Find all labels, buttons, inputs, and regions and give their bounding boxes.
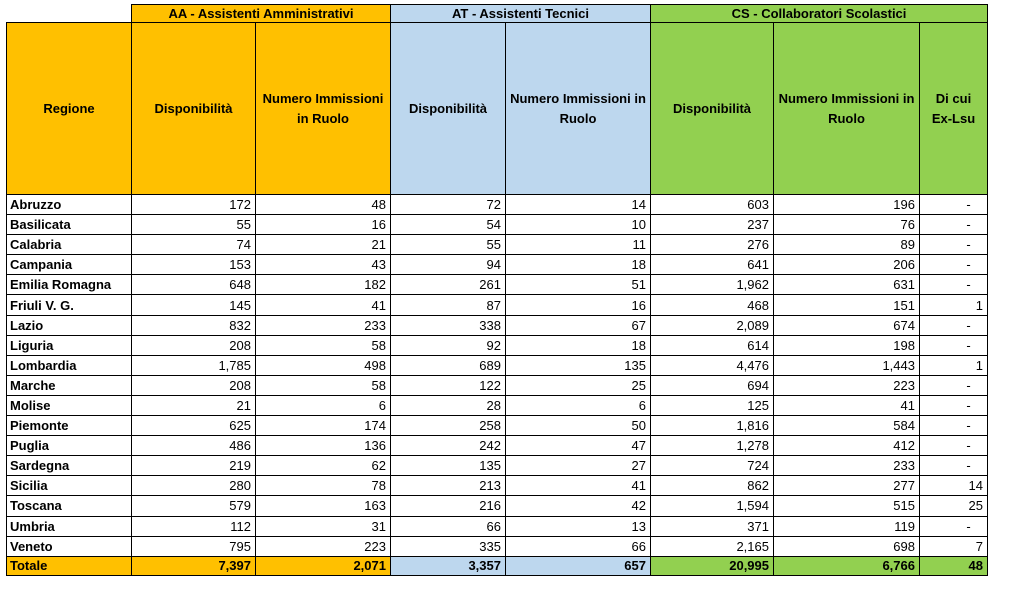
cell-at-disponibilita: 338 [391, 315, 506, 335]
cell-regione: Calabria [7, 235, 132, 255]
cell-cs-ex-lsu: 25 [920, 496, 988, 516]
cell-cs-ex-lsu: 1 [920, 295, 988, 315]
cell-at-disponibilita: 335 [391, 536, 506, 556]
cell-at-numero: 25 [506, 375, 651, 395]
cell-cs-numero: 76 [774, 215, 920, 235]
table-row [7, 355, 988, 375]
total-aa-disponibilita: 7,397 [132, 556, 256, 575]
cell-at-disponibilita: 135 [391, 456, 506, 476]
cell-at-numero: 11 [506, 235, 651, 255]
cell-aa-numero: 58 [256, 335, 391, 355]
cell-cs-numero: 206 [774, 255, 920, 275]
cell-aa-disponibilita: 648 [132, 275, 256, 295]
cell-aa-disponibilita: 172 [132, 195, 256, 215]
blank-corner [7, 5, 132, 23]
cell-cs-numero: 41 [774, 395, 920, 415]
cell-aa-disponibilita: 486 [132, 436, 256, 456]
total-cs-numero: 6,766 [774, 556, 920, 575]
cell-at-disponibilita: 258 [391, 416, 506, 436]
cell-cs-disponibilita: 125 [651, 395, 774, 415]
cell-at-numero: 16 [506, 295, 651, 315]
table-row [7, 255, 988, 275]
cell-at-numero: 47 [506, 436, 651, 456]
cell-cs-numero: 674 [774, 315, 920, 335]
cell-cs-ex-lsu: - [920, 195, 988, 215]
total-at-numero: 657 [506, 556, 651, 575]
header-cs-numero-immissioni: Numero Immissioni in Ruolo [774, 23, 920, 195]
cell-regione: Marche [7, 375, 132, 395]
cell-cs-disponibilita: 2,089 [651, 315, 774, 335]
cell-at-disponibilita: 55 [391, 235, 506, 255]
group-header-cs: CS - Collaboratori Scolastici [651, 5, 988, 23]
cell-aa-disponibilita: 112 [132, 516, 256, 536]
cell-at-numero: 135 [506, 355, 651, 375]
cell-aa-disponibilita: 21 [132, 395, 256, 415]
cell-aa-numero: 6 [256, 395, 391, 415]
cell-cs-ex-lsu: - [920, 516, 988, 536]
cell-at-disponibilita: 72 [391, 195, 506, 215]
cell-cs-ex-lsu: - [920, 375, 988, 395]
cell-aa-numero: 16 [256, 215, 391, 235]
cell-aa-disponibilita: 219 [132, 456, 256, 476]
cell-cs-numero: 89 [774, 235, 920, 255]
cell-at-disponibilita: 261 [391, 275, 506, 295]
cell-at-disponibilita: 242 [391, 436, 506, 456]
cell-aa-numero: 78 [256, 476, 391, 496]
total-at-disponibilita: 3,357 [391, 556, 506, 575]
cell-at-disponibilita: 94 [391, 255, 506, 275]
cell-aa-numero: 136 [256, 436, 391, 456]
header-at-numero-immissioni: Numero Immissioni in Ruolo [506, 23, 651, 195]
cell-aa-numero: 62 [256, 456, 391, 476]
cell-cs-disponibilita: 1,816 [651, 416, 774, 436]
cell-cs-disponibilita: 862 [651, 476, 774, 496]
cell-cs-numero: 1,443 [774, 355, 920, 375]
cell-cs-ex-lsu: - [920, 456, 988, 476]
header-cs-ex-lsu: Di cui Ex-Lsu [920, 23, 988, 195]
cell-regione: Piemonte [7, 416, 132, 436]
cell-at-numero: 42 [506, 496, 651, 516]
column-header-row [7, 23, 988, 195]
table-row [7, 195, 988, 215]
cell-aa-numero: 182 [256, 275, 391, 295]
cell-at-disponibilita: 87 [391, 295, 506, 315]
cell-cs-numero: 515 [774, 496, 920, 516]
table-row [7, 395, 988, 415]
cell-cs-numero: 151 [774, 295, 920, 315]
cell-regione: Abruzzo [7, 195, 132, 215]
cell-at-numero: 13 [506, 516, 651, 536]
header-aa-numero-immissioni: Numero Immissioni in Ruolo [256, 23, 391, 195]
cell-at-numero: 6 [506, 395, 651, 415]
cell-cs-numero: 196 [774, 195, 920, 215]
cell-cs-ex-lsu: - [920, 235, 988, 255]
cell-aa-disponibilita: 153 [132, 255, 256, 275]
cell-at-disponibilita: 213 [391, 476, 506, 496]
cell-aa-numero: 233 [256, 315, 391, 335]
cell-aa-numero: 21 [256, 235, 391, 255]
cell-cs-numero: 584 [774, 416, 920, 436]
table-row [7, 496, 988, 516]
table-row [7, 235, 988, 255]
cell-cs-ex-lsu: 1 [920, 355, 988, 375]
cell-at-numero: 10 [506, 215, 651, 235]
cell-aa-disponibilita: 74 [132, 235, 256, 255]
cell-cs-disponibilita: 641 [651, 255, 774, 275]
cell-aa-numero: 48 [256, 195, 391, 215]
immissioni-table [6, 4, 988, 576]
cell-at-numero: 18 [506, 255, 651, 275]
cell-aa-numero: 498 [256, 355, 391, 375]
cell-cs-numero: 233 [774, 456, 920, 476]
table-row [7, 335, 988, 355]
cell-cs-ex-lsu: - [920, 255, 988, 275]
cell-cs-disponibilita: 2,165 [651, 536, 774, 556]
cell-cs-disponibilita: 468 [651, 295, 774, 315]
cell-at-disponibilita: 122 [391, 375, 506, 395]
table-row [7, 476, 988, 496]
cell-regione: Emilia Romagna [7, 275, 132, 295]
cell-cs-numero: 119 [774, 516, 920, 536]
table-row [7, 215, 988, 235]
cell-cs-disponibilita: 614 [651, 335, 774, 355]
totals-label: Totale [7, 556, 132, 575]
header-regione: Regione [7, 23, 132, 195]
cell-at-numero: 18 [506, 335, 651, 355]
cell-cs-ex-lsu: - [920, 335, 988, 355]
table-row [7, 315, 988, 335]
cell-cs-ex-lsu: - [920, 395, 988, 415]
cell-regione: Sardegna [7, 456, 132, 476]
cell-cs-disponibilita: 603 [651, 195, 774, 215]
cell-at-numero: 51 [506, 275, 651, 295]
cell-cs-numero: 631 [774, 275, 920, 295]
cell-regione: Campania [7, 255, 132, 275]
cell-cs-ex-lsu: - [920, 436, 988, 456]
cell-cs-disponibilita: 1,962 [651, 275, 774, 295]
cell-aa-numero: 223 [256, 536, 391, 556]
total-cs-disponibilita: 20,995 [651, 556, 774, 575]
cell-at-numero: 66 [506, 536, 651, 556]
cell-aa-numero: 41 [256, 295, 391, 315]
cell-cs-disponibilita: 1,594 [651, 496, 774, 516]
total-aa-numero: 2,071 [256, 556, 391, 575]
cell-at-numero: 50 [506, 416, 651, 436]
header-cs-disponibilita: Disponibilità [651, 23, 774, 195]
cell-at-numero: 14 [506, 195, 651, 215]
cell-cs-ex-lsu: 14 [920, 476, 988, 496]
cell-aa-disponibilita: 1,785 [132, 355, 256, 375]
header-aa-disponibilita: Disponibilità [132, 23, 256, 195]
cell-cs-numero: 223 [774, 375, 920, 395]
totals-row [7, 556, 988, 575]
cell-regione: Umbria [7, 516, 132, 536]
cell-at-disponibilita: 92 [391, 335, 506, 355]
cell-regione: Liguria [7, 335, 132, 355]
cell-at-numero: 27 [506, 456, 651, 476]
cell-aa-numero: 58 [256, 375, 391, 395]
cell-regione: Molise [7, 395, 132, 415]
cell-aa-disponibilita: 145 [132, 295, 256, 315]
table-row [7, 536, 988, 556]
cell-cs-ex-lsu: - [920, 315, 988, 335]
cell-aa-disponibilita: 625 [132, 416, 256, 436]
cell-aa-disponibilita: 795 [132, 536, 256, 556]
cell-cs-ex-lsu: - [920, 416, 988, 436]
cell-regione: Lombardia [7, 355, 132, 375]
table-row [7, 375, 988, 395]
table-row [7, 295, 988, 315]
cell-cs-ex-lsu: 7 [920, 536, 988, 556]
cell-aa-disponibilita: 832 [132, 315, 256, 335]
cell-at-disponibilita: 28 [391, 395, 506, 415]
cell-at-disponibilita: 54 [391, 215, 506, 235]
cell-regione: Veneto [7, 536, 132, 556]
cell-cs-disponibilita: 237 [651, 215, 774, 235]
cell-cs-ex-lsu: - [920, 215, 988, 235]
cell-aa-disponibilita: 208 [132, 335, 256, 355]
cell-regione: Puglia [7, 436, 132, 456]
cell-aa-disponibilita: 208 [132, 375, 256, 395]
cell-regione: Lazio [7, 315, 132, 335]
cell-regione: Sicilia [7, 476, 132, 496]
cell-aa-disponibilita: 579 [132, 496, 256, 516]
cell-cs-ex-lsu: - [920, 275, 988, 295]
cell-regione: Basilicata [7, 215, 132, 235]
cell-aa-numero: 31 [256, 516, 391, 536]
cell-cs-disponibilita: 724 [651, 456, 774, 476]
group-header-aa: AA - Assistenti Amministrativi [132, 5, 391, 23]
cell-cs-disponibilita: 4,476 [651, 355, 774, 375]
cell-at-disponibilita: 689 [391, 355, 506, 375]
cell-regione: Friuli V. G. [7, 295, 132, 315]
group-header-row [7, 5, 988, 23]
header-at-disponibilita: Disponibilità [391, 23, 506, 195]
cell-cs-disponibilita: 694 [651, 375, 774, 395]
table-row [7, 275, 988, 295]
cell-at-numero: 41 [506, 476, 651, 496]
cell-at-disponibilita: 66 [391, 516, 506, 536]
cell-aa-disponibilita: 280 [132, 476, 256, 496]
cell-regione: Toscana [7, 496, 132, 516]
cell-cs-numero: 277 [774, 476, 920, 496]
group-header-at: AT - Assistenti Tecnici [391, 5, 651, 23]
cell-cs-numero: 698 [774, 536, 920, 556]
cell-cs-disponibilita: 276 [651, 235, 774, 255]
cell-cs-numero: 198 [774, 335, 920, 355]
cell-aa-numero: 174 [256, 416, 391, 436]
table-row [7, 436, 988, 456]
table-row [7, 456, 988, 476]
cell-aa-numero: 163 [256, 496, 391, 516]
cell-at-numero: 67 [506, 315, 651, 335]
cell-cs-numero: 412 [774, 436, 920, 456]
cell-cs-disponibilita: 1,278 [651, 436, 774, 456]
total-cs-ex-lsu: 48 [920, 556, 988, 575]
cell-at-disponibilita: 216 [391, 496, 506, 516]
cell-aa-numero: 43 [256, 255, 391, 275]
cell-aa-disponibilita: 55 [132, 215, 256, 235]
table-row [7, 416, 988, 436]
cell-cs-disponibilita: 371 [651, 516, 774, 536]
table-row [7, 516, 988, 536]
